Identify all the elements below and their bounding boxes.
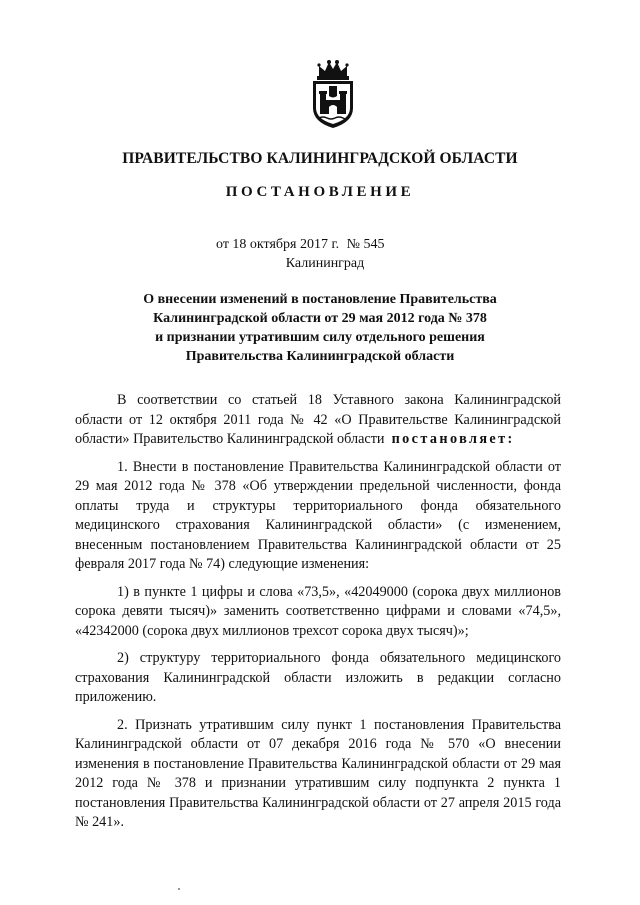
- coat-of-arms-icon: [305, 58, 361, 130]
- document-number: № 545: [346, 237, 385, 252]
- item-1-2-paragraph: 2) структуру территориального фонда обязательного медицинского страхования Калининградской области изложить в редакции согласно приложению.: [75, 650, 561, 705]
- subject-heading: [0, 290, 640, 366]
- date-line: [216, 237, 389, 253]
- preamble-paragraph: [75, 391, 561, 450]
- document-type: ПОСТАНОВЛЕНИЕ: [225, 184, 415, 200]
- subject-line: Калининградской области от 29 мая 2012 года № 378: [153, 311, 487, 326]
- scan-speck: [178, 888, 180, 890]
- document-date: от 18 октября 2017 г.: [216, 237, 340, 252]
- subject-line: О внесении изменений в постановление Правительства: [143, 292, 497, 307]
- city: Калининград: [285, 256, 365, 271]
- resolves-keyword: постановляет:: [391, 431, 515, 447]
- item-1-1-paragraph: 1) в пункте 1 цифры и слова «73,5», «42049000 (сорока двух миллионов сорока девяти тысяч)» заменить соответственно цифрами и словами «74,5», «42342000 (сорока двух миллионов трехсот сорока двух тысяч)»;: [75, 583, 561, 639]
- preamble-text: В соответствии со статьей 18 Уставного закона Калининградской области от 12 октября 2011 года № 42 «О Правительстве Калининградской области» Правительство Калининградской области: [75, 392, 561, 447]
- item-1-paragraph: 1. Внести в постановление Правительства Калининградской области от 29 мая 2012 года № 378 «Об утверждении предельной численности, фонда оплаты труда и структуры территориального фонда обязательного медицинского страхования Калининградской области» (с изменением, внесенным постановлением Правительства Калининградской области от 25 февраля 2017 года № 74) следующие изменения:: [75, 458, 561, 572]
- organization-title: ПРАВИТЕЛЬСТВО КАЛИНИНГРАДСКОЙ ОБЛАСТИ: [122, 150, 518, 167]
- subject-line: и признании утратившим силу отдельного решения: [155, 330, 485, 345]
- document-body: [75, 391, 561, 841]
- subject-line: Правительства Калининградской области: [185, 349, 455, 364]
- item-2-paragraph: 2. Признать утратившим силу пункт 1 постановления Правительства Калининградской области от 07 декабря 2016 года № 570 «О внесении изменения в постановление Правительства Калининградской области от 29 мая 2012 года № 378 и признании утратившим силу подпункта 2 пункта 1 постановления Правительства Калининградской области от 27 апреля 2015 года № 241».: [75, 716, 561, 830]
